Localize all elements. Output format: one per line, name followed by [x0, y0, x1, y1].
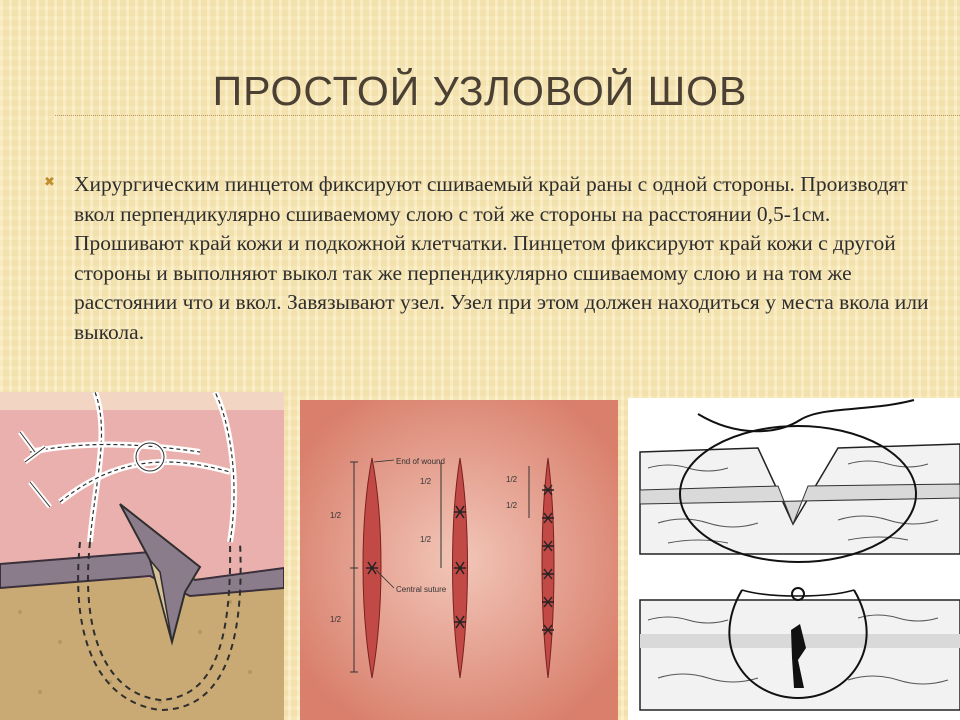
title-divider [55, 115, 960, 116]
half-label: 1/2 [330, 511, 342, 520]
slide-title: ПРОСТОЙ УЗЛОВОЙ ШОВ [212, 68, 748, 114]
wound-closure-halving-illustration [300, 400, 618, 720]
half-label: 1/2 [506, 475, 518, 484]
half-label: 1/2 [506, 501, 518, 510]
central-suture-label: Central suture [396, 585, 447, 594]
half-label: 1/2 [330, 615, 342, 624]
half-label: 1/2 [420, 477, 432, 486]
suture-cross-section-illustration [0, 392, 284, 720]
end-of-wound-label: End of wound [396, 457, 445, 466]
bullet-text: Хирургическим пинцетом фиксируют сшиваемый край раны с одной стороны. Производят вкол перпендикулярно сшиваемому слою с той же стороны на расстоянии 0,5-1см. Прошивают край кожи и подкожной клетчатки. Пинцетом фиксируют край кожи с другой стороны и выполняют выкол так же перпендикулярно сшиваемому слою и на том же расстоянии что и вкол. Завязывают узел. Узел при этом должен находиться у места вкола или выкола. [74, 172, 929, 344]
suture-schematic-illustration [628, 398, 960, 720]
x-bullet-icon: ✖ [44, 175, 55, 190]
half-label: 1/2 [420, 535, 432, 544]
